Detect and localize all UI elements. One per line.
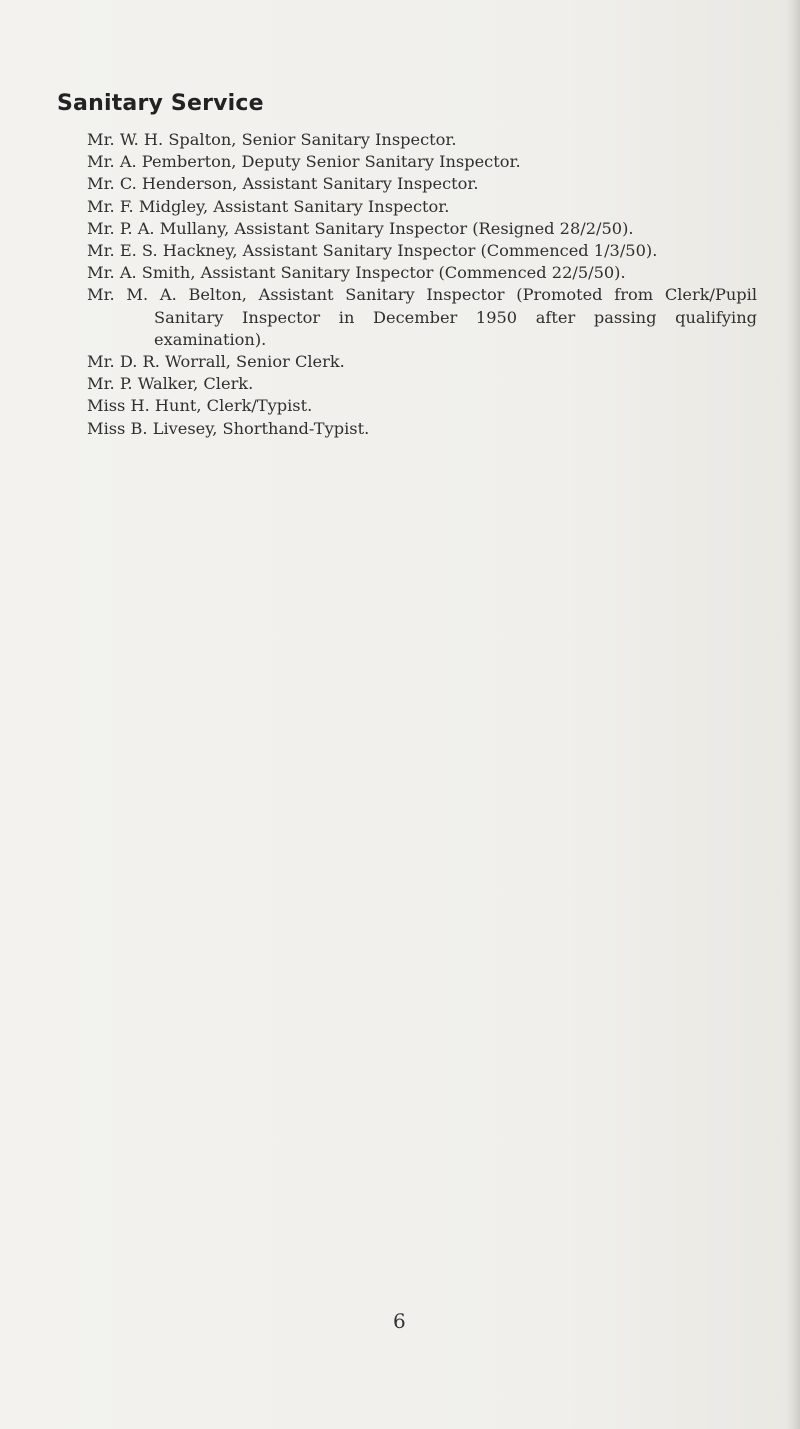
staff-entry: Mr. M. A. Belton, Assistant Sanitary Inspector (Promoted from Clerk/Pupil Sanitary Inspector in December 1950 after passing qualifying examination). (87, 285, 757, 349)
staff-entry: Mr. P. Walker, Clerk. (87, 374, 254, 394)
staff-entry: Miss H. Hunt, Clerk/Typist. (87, 396, 313, 416)
staff-list (87, 129, 757, 440)
staff-entry: Miss B. Livesey, Shorthand-Typist. (87, 418, 370, 438)
staff-entry: Mr. A. Pemberton, Deputy Senior Sanitary Inspector. (87, 152, 521, 172)
staff-entry: Mr. D. R. Worrall, Senior Clerk. (87, 352, 345, 372)
staff-entry: Mr. W. H. Spalton, Senior Sanitary Inspector. (87, 130, 457, 149)
staff-entry: Mr. E. S. Hackney, Assistant Sanitary Inspector (Commenced 1/3/50). (87, 241, 658, 261)
staff-entry: Mr. A. Smith, Assistant Sanitary Inspector (Commenced 22/5/50). (87, 263, 626, 283)
section-title: Sanitary Service (57, 91, 264, 116)
staff-entry: Mr. C. Henderson, Assistant Sanitary Inspector. (87, 174, 479, 194)
page-number: 6 (393, 1309, 406, 1333)
staff-entry: Mr. P. A. Mullany, Assistant Sanitary Inspector (Resigned 28/2/50). (87, 218, 634, 238)
staff-entry: Mr. F. Midgley, Assistant Sanitary Inspector. (87, 196, 450, 216)
page-edge-shadow (786, 0, 800, 1429)
